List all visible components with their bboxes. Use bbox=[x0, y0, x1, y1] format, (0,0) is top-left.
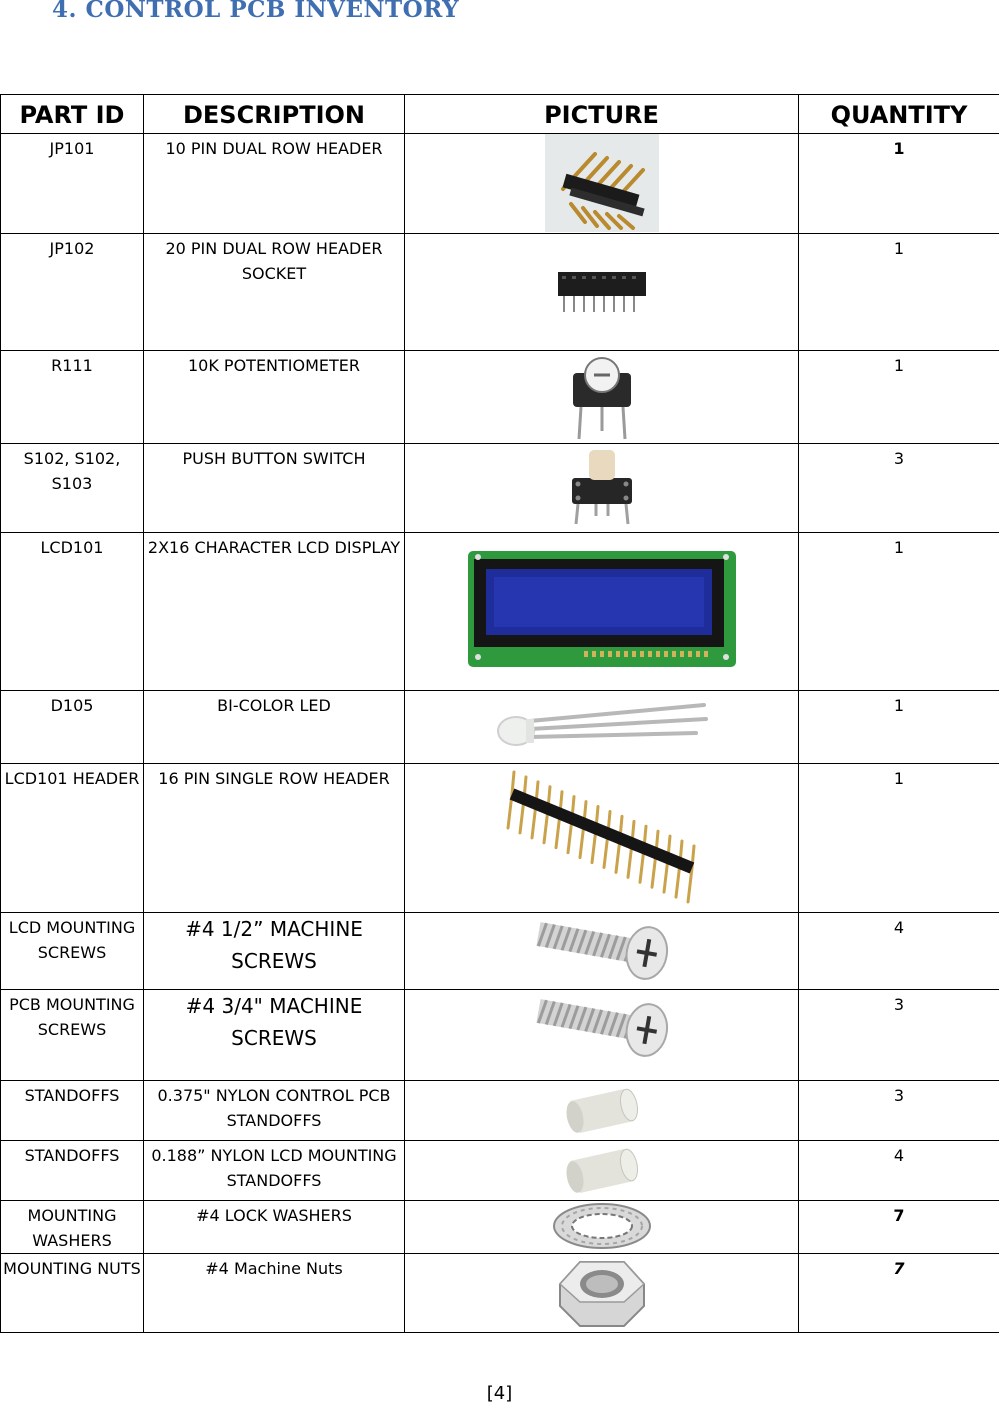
description-cell: 0.188” NYLON LCD MOUNTING STANDOFFS bbox=[144, 1141, 405, 1201]
quantity-cell: 1 bbox=[799, 234, 999, 351]
picture-cell bbox=[405, 1201, 799, 1254]
quantity-cell: 7 bbox=[799, 1254, 999, 1333]
description-cell: #4 Machine Nuts bbox=[144, 1254, 405, 1333]
picture-cell bbox=[405, 990, 799, 1081]
quantity-cell: 4 bbox=[799, 1141, 999, 1201]
table-row bbox=[1, 351, 999, 444]
description-cell: #4 LOCK WASHERS bbox=[144, 1201, 405, 1254]
description-cell: 10 PIN DUAL ROW HEADER bbox=[144, 134, 405, 234]
header-picture: PICTURE bbox=[405, 95, 799, 134]
part-id-cell: JP101 bbox=[1, 134, 144, 234]
part-id-cell: LCD101 bbox=[1, 533, 144, 691]
inventory-table bbox=[0, 94, 999, 1333]
picture-cell bbox=[405, 764, 799, 913]
description-cell: 2X16 CHARACTER LCD DISPLAY bbox=[144, 533, 405, 691]
table-row bbox=[1, 1254, 999, 1333]
picture-cell bbox=[405, 134, 799, 234]
part-id-cell: D105 bbox=[1, 691, 144, 764]
header-socket-image bbox=[552, 242, 652, 342]
table-row bbox=[1, 1081, 999, 1141]
description-cell: PUSH BUTTON SWITCH bbox=[144, 444, 405, 533]
page-number: [4] bbox=[486, 1383, 513, 1404]
description-cell: BI-COLOR LED bbox=[144, 691, 405, 764]
picture-cell bbox=[405, 913, 799, 990]
picture-cell bbox=[405, 234, 799, 351]
picture-cell bbox=[405, 351, 799, 444]
hex-nut-image bbox=[552, 1254, 652, 1332]
picture-cell bbox=[405, 533, 799, 691]
dual-row-header-image bbox=[545, 134, 659, 232]
potentiometer-image bbox=[559, 351, 645, 443]
table-row bbox=[1, 234, 999, 351]
quantity-cell: 4 bbox=[799, 913, 999, 990]
single-row-header-image bbox=[490, 764, 714, 910]
quantity-cell: 7 bbox=[799, 1201, 999, 1254]
part-id-cell: LCD101 HEADER bbox=[1, 764, 144, 913]
picture-cell bbox=[405, 1254, 799, 1333]
part-id-cell: LCD MOUNTING SCREWS bbox=[1, 913, 144, 990]
description-cell: #4 1/2” MACHINE SCREWS bbox=[144, 913, 405, 990]
description-cell: 10K POTENTIOMETER bbox=[144, 351, 405, 444]
picture-cell bbox=[405, 691, 799, 764]
table-header-row bbox=[1, 95, 999, 134]
picture-cell bbox=[405, 1081, 799, 1141]
table-row bbox=[1, 533, 999, 691]
quantity-cell: 1 bbox=[799, 351, 999, 444]
table-row bbox=[1, 134, 999, 234]
table-row bbox=[1, 691, 999, 764]
table-row bbox=[1, 1201, 999, 1254]
table-row bbox=[1, 990, 999, 1081]
part-id-cell: PCB MOUNTING SCREWS bbox=[1, 990, 144, 1081]
table-row bbox=[1, 913, 999, 990]
header-quantity: QUANTITY bbox=[799, 95, 999, 134]
part-id-cell: R111 bbox=[1, 351, 144, 444]
part-id-cell: MOUNTING NUTS bbox=[1, 1254, 144, 1333]
lock-washer-image bbox=[550, 1201, 654, 1251]
part-id-cell: MOUNTING WASHERS bbox=[1, 1201, 144, 1254]
lcd-display-image bbox=[464, 547, 740, 671]
quantity-cell: 1 bbox=[799, 691, 999, 764]
part-id-cell: JP102 bbox=[1, 234, 144, 351]
part-id-cell: STANDOFFS bbox=[1, 1141, 144, 1201]
nylon-standoff-image bbox=[560, 1081, 644, 1139]
section-heading: 4. CONTROL PCB INVENTORY bbox=[52, 0, 460, 23]
quantity-cell: 1 bbox=[799, 134, 999, 234]
description-cell: 20 PIN DUAL ROW HEADER SOCKET bbox=[144, 234, 405, 351]
description-cell: 0.375" NYLON CONTROL PCB STANDOFFS bbox=[144, 1081, 405, 1141]
quantity-cell: 1 bbox=[799, 533, 999, 691]
machine-screw-image bbox=[531, 913, 673, 983]
nylon-standoff-image bbox=[560, 1141, 644, 1199]
table-row bbox=[1, 764, 999, 913]
description-cell: #4 3/4" MACHINE SCREWS bbox=[144, 990, 405, 1081]
push-button-image bbox=[562, 444, 642, 530]
description-cell: 16 PIN SINGLE ROW HEADER bbox=[144, 764, 405, 913]
part-id-cell: STANDOFFS bbox=[1, 1081, 144, 1141]
table-row bbox=[1, 444, 999, 533]
machine-screw-image bbox=[531, 990, 673, 1060]
quantity-cell: 3 bbox=[799, 990, 999, 1081]
quantity-cell: 3 bbox=[799, 1081, 999, 1141]
table-row bbox=[1, 1141, 999, 1201]
led-image bbox=[490, 691, 714, 763]
picture-cell bbox=[405, 1141, 799, 1201]
part-id-cell: S102, S102, S103 bbox=[1, 444, 144, 533]
picture-cell bbox=[405, 444, 799, 533]
quantity-cell: 1 bbox=[799, 764, 999, 913]
header-description: DESCRIPTION bbox=[144, 95, 405, 134]
quantity-cell: 3 bbox=[799, 444, 999, 533]
header-part-id: PART ID bbox=[1, 95, 144, 134]
